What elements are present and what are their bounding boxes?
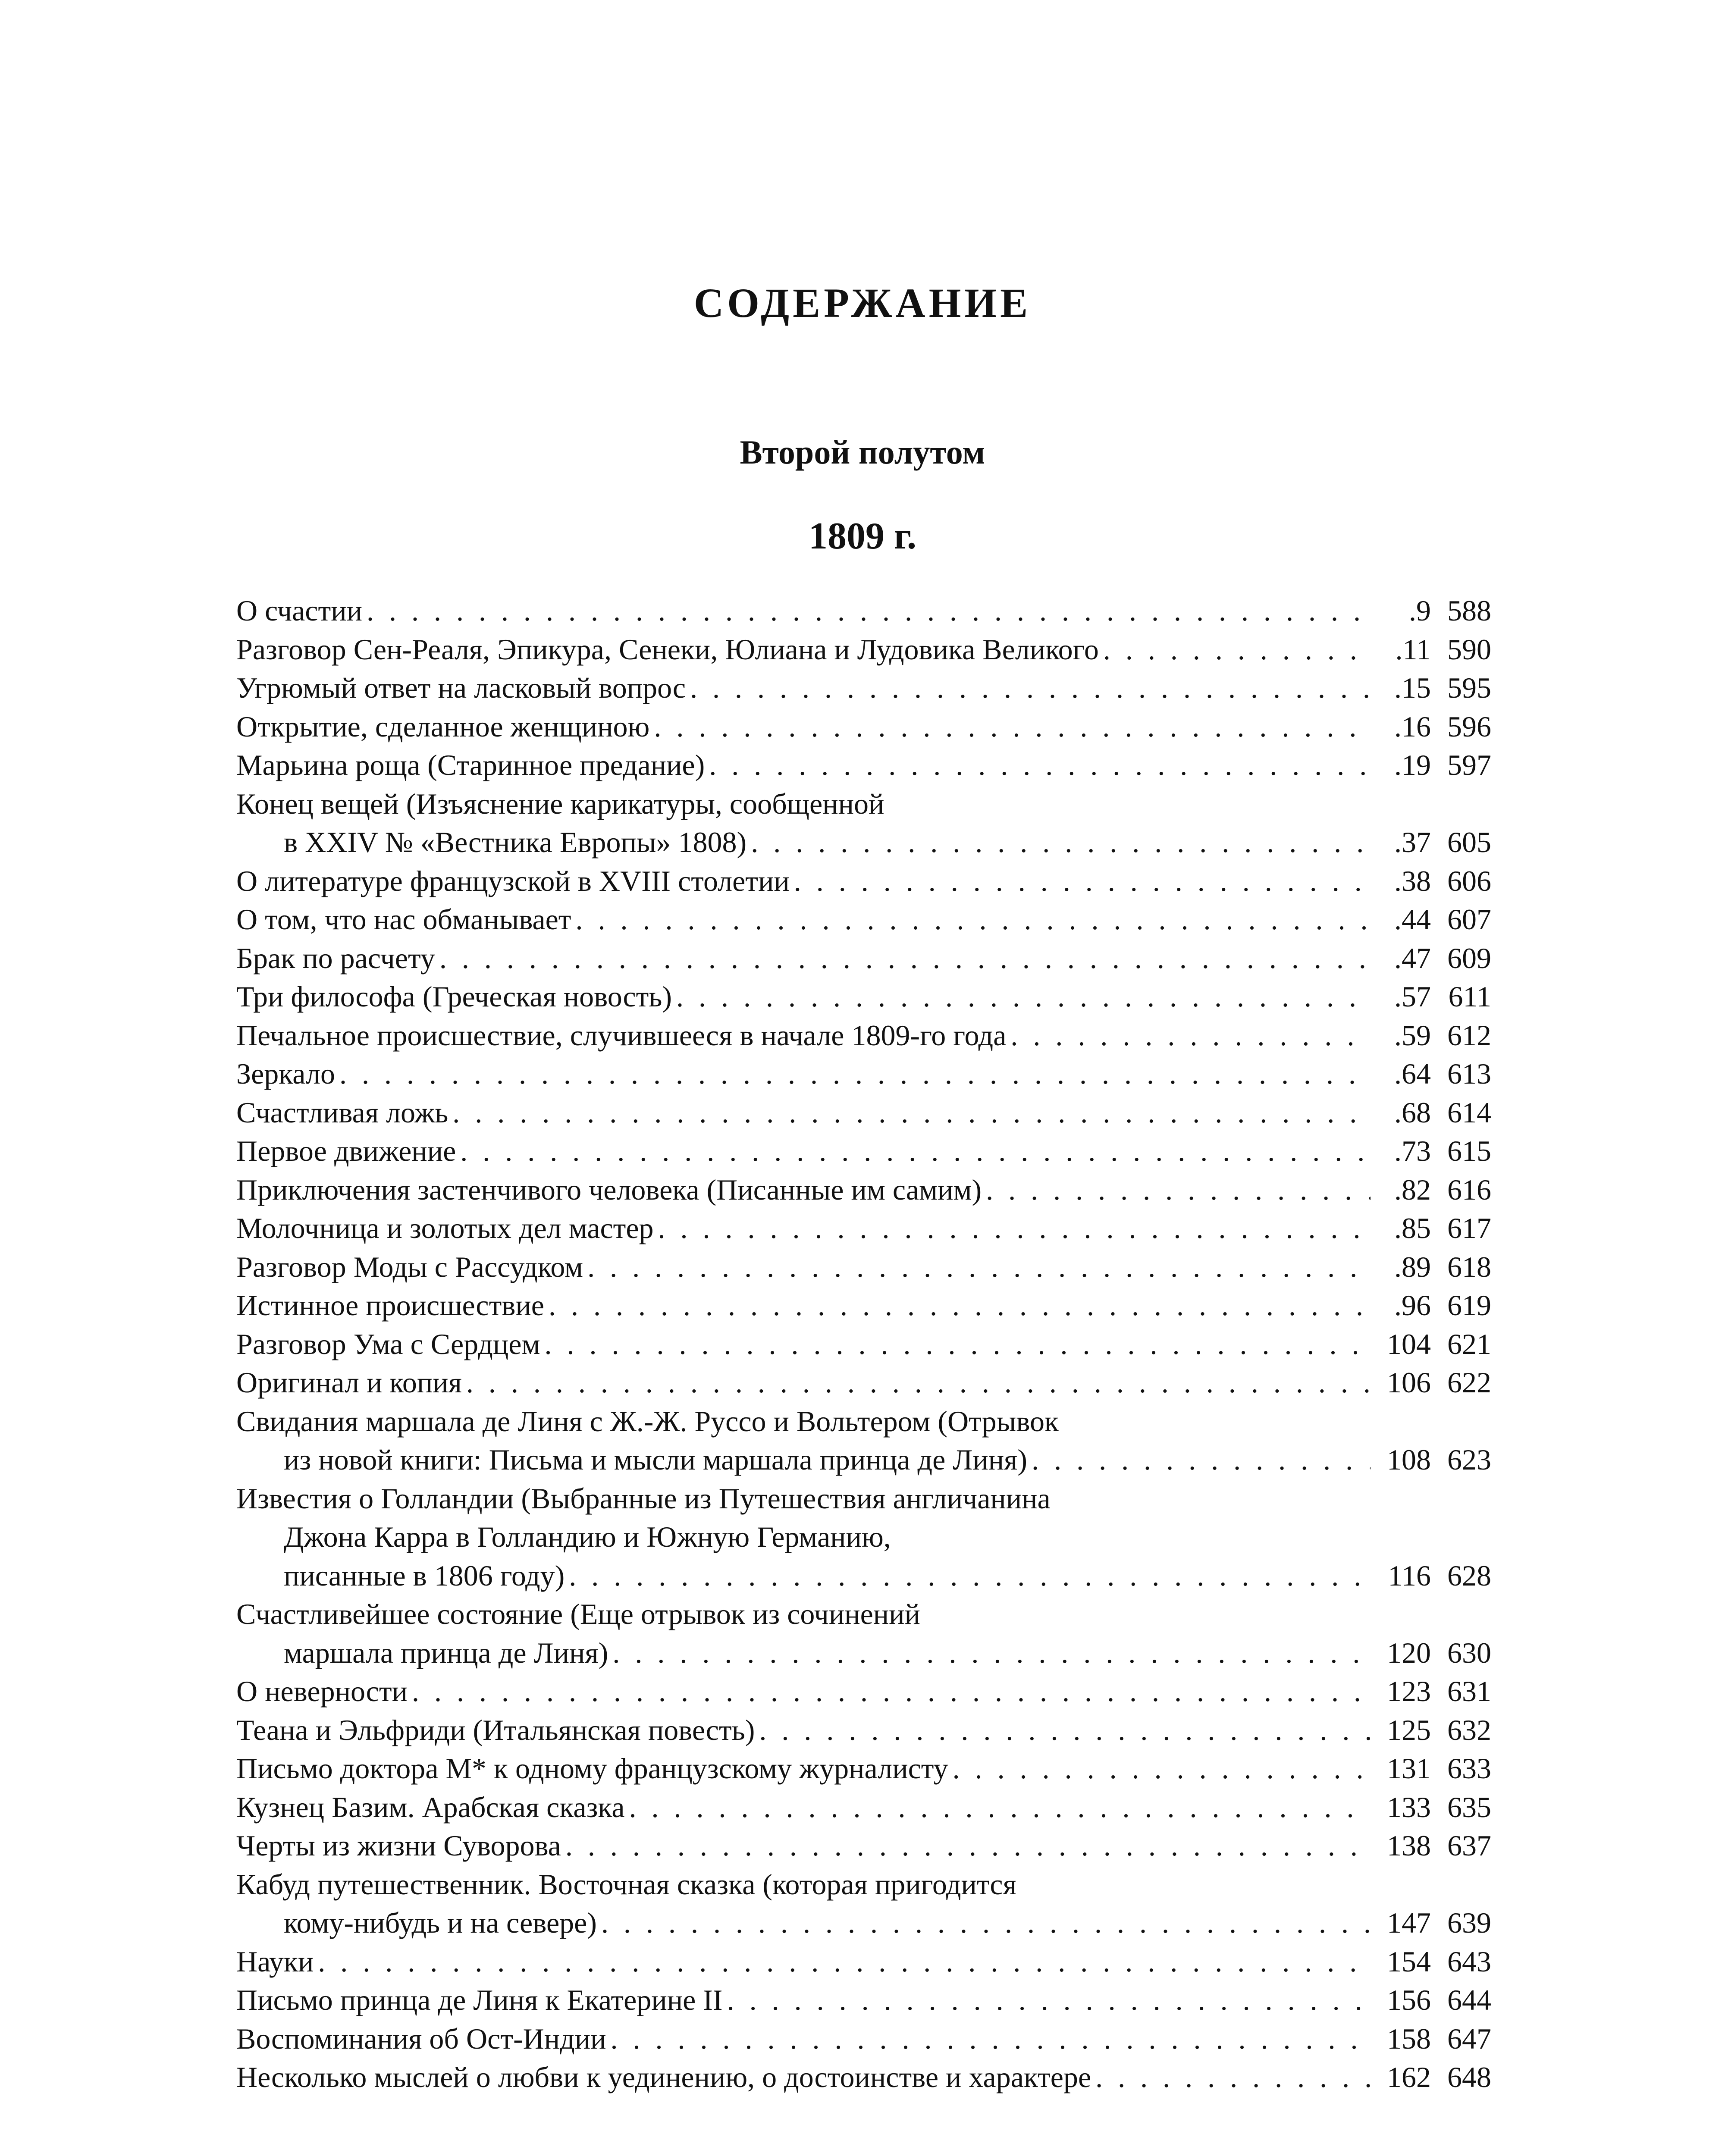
page-number: 123 (1387, 1675, 1431, 1708)
toc-entry-title: Первое движение (236, 1134, 456, 1167)
dot-leader (412, 1672, 1371, 1711)
dot-leader (709, 746, 1371, 785)
page-number: .16 (1394, 710, 1431, 743)
toc-entry-line (236, 708, 1491, 746)
dot-leader (565, 1827, 1371, 1865)
dot-leader (1010, 1016, 1371, 1055)
toc-entry (236, 1094, 1491, 1132)
toc-entry (236, 1711, 1491, 1750)
commentary-page-number: 596 (1447, 710, 1491, 743)
toc-entry (236, 592, 1491, 630)
dot-leader (339, 1055, 1371, 1094)
toc-entry-title: Печальное происшествие, случившееся в начале 1809-го года (236, 1018, 1007, 1052)
toc-entry-line (236, 1363, 1491, 1402)
commentary-page-number: 607 (1447, 903, 1491, 936)
toc-entry (236, 1209, 1491, 1248)
page-number: .44 (1394, 903, 1431, 936)
toc-entry (236, 669, 1491, 708)
toc-entry-title: писанные в 1806 году) (284, 1559, 565, 1592)
dot-leader (986, 1171, 1371, 1210)
toc-entry (236, 1402, 1491, 1479)
toc-entry-line (236, 669, 1491, 708)
toc-entry-title: из новой книги: Письма и мысли маршала принца де Линя) (284, 1443, 1028, 1476)
commentary-page-number: 637 (1447, 1829, 1491, 1862)
page-number: .96 (1394, 1289, 1431, 1322)
dot-leader (611, 2020, 1371, 2059)
commentary-page-number: 612 (1447, 1018, 1491, 1052)
commentary-page-number: 647 (1447, 2022, 1491, 2055)
dot-leader (953, 1749, 1371, 1788)
dot-leader (452, 1094, 1371, 1132)
commentary-page-number: 597 (1447, 749, 1491, 781)
toc-entry (236, 785, 1491, 862)
toc-entry-title: кому-нибудь и на севере) (284, 1906, 597, 1939)
toc-entry (236, 1865, 1491, 1943)
table-of-contents (236, 592, 1491, 2097)
page-number: .15 (1394, 671, 1431, 704)
page-number: .82 (1394, 1173, 1431, 1206)
toc-entry-title: Открытие, сделанное женщиною (236, 710, 650, 743)
toc-entry-continuation (236, 1441, 1491, 1479)
page-number: .68 (1394, 1096, 1431, 1129)
commentary-page-number: 613 (1447, 1057, 1491, 1090)
toc-entry (236, 1788, 1491, 1827)
toc-entry-title: Джона Карра в Голландию и Южную Германию, (284, 1520, 891, 1553)
toc-entry-title: Воспоминания об Ост-Индии (236, 2022, 606, 2055)
page-number: 147 (1387, 1906, 1431, 1939)
page-title: СОДЕРЖАНИЕ (693, 280, 1032, 326)
page-number: .37 (1394, 826, 1431, 859)
toc-entry (236, 1595, 1491, 1672)
toc-entry-title: Конец вещей (Изъяснение карикатуры, сообщенной (236, 787, 884, 820)
toc-entry-title: О счастии (236, 594, 362, 627)
dot-leader (439, 939, 1371, 978)
toc-entry-line (236, 1711, 1491, 1750)
toc-entry-title: О литературе французской в XVIII столетии (236, 864, 790, 897)
toc-entry (236, 1171, 1491, 1210)
commentary-page-number: 617 (1447, 1212, 1491, 1244)
toc-entry-line (236, 1981, 1491, 2020)
toc-entry-line (236, 1865, 1491, 1904)
commentary-page-number: 639 (1447, 1906, 1491, 1939)
dot-leader (460, 1132, 1371, 1171)
page-number: .19 (1394, 749, 1431, 781)
toc-entry-continuation (236, 1518, 1491, 1557)
toc-entry (236, 1325, 1491, 1364)
toc-entry (236, 1248, 1491, 1287)
page-number: .64 (1394, 1057, 1431, 1090)
toc-entry-line (236, 2058, 1491, 2097)
toc-entry-line (236, 862, 1491, 901)
toc-entry (236, 630, 1491, 669)
toc-entry (236, 1981, 1491, 2020)
toc-entry (236, 1363, 1491, 1402)
dot-leader (576, 900, 1371, 939)
toc-entry (236, 1055, 1491, 1094)
toc-entry-line (236, 592, 1491, 630)
toc-entry (236, 1479, 1491, 1595)
toc-entry-line (236, 1749, 1491, 1788)
page-number: .38 (1394, 864, 1431, 897)
toc-entry (236, 1016, 1491, 1055)
page-number: 156 (1387, 1984, 1431, 2016)
section-year: 1809 г. (808, 515, 917, 557)
commentary-page-number: 632 (1447, 1713, 1491, 1746)
page-number: 131 (1387, 1752, 1431, 1785)
toc-entry-title: Счастливая ложь (236, 1096, 448, 1129)
toc-entry-title: Кузнец Базим. Арабская сказка (236, 1790, 625, 1824)
commentary-page-number: 643 (1447, 1945, 1491, 1978)
commentary-page-number: 631 (1447, 1675, 1491, 1708)
commentary-page-number: 644 (1447, 1984, 1491, 2016)
toc-entry-title: Зеркало (236, 1057, 335, 1090)
page-number: .59 (1394, 1018, 1431, 1052)
dot-leader (549, 1286, 1371, 1325)
commentary-page-number: 621 (1447, 1327, 1491, 1360)
dot-leader (544, 1325, 1371, 1364)
page-number: 125 (1387, 1713, 1431, 1746)
toc-entry-line (236, 978, 1491, 1016)
toc-entry-title: Счастливейшее состояние (Еще отрывок из сочинений (236, 1598, 920, 1630)
toc-entry-line (236, 746, 1491, 785)
dot-leader (318, 1943, 1371, 1981)
commentary-page-number: 628 (1447, 1559, 1491, 1592)
page-number: 138 (1387, 1829, 1431, 1862)
toc-entry (236, 862, 1491, 901)
commentary-page-number: 595 (1447, 671, 1491, 704)
commentary-page-number: 606 (1447, 864, 1491, 897)
section-subtitle: Второй полутом (740, 433, 985, 471)
toc-entry-line (236, 1286, 1491, 1325)
dot-leader (601, 1904, 1371, 1943)
page-number: 133 (1387, 1790, 1431, 1824)
toc-entry-title: Марьина роща (Старинное предание) (236, 749, 705, 781)
page-number: 108 (1387, 1443, 1431, 1476)
page-number: 106 (1387, 1366, 1431, 1399)
commentary-page-number: 588 (1447, 594, 1491, 627)
toc-entry-title: Письмо принца де Линя к Екатерине II (236, 1984, 723, 2016)
page-number: .89 (1394, 1250, 1431, 1283)
dot-leader (466, 1363, 1371, 1402)
toc-entry-line (236, 1055, 1491, 1094)
toc-entry-title: Разговор Моды с Рассудком (236, 1250, 583, 1283)
toc-entry-title: Письмо доктора М* к одному французскому журналисту (236, 1752, 948, 1785)
toc-entry-line (236, 900, 1491, 939)
toc-entry-line (236, 1248, 1491, 1287)
toc-entry-line (236, 630, 1491, 669)
toc-entry-line (236, 1827, 1491, 1865)
toc-entry (236, 1749, 1491, 1788)
toc-entry-title: Теана и Эльфриди (Итальянская повесть) (236, 1713, 755, 1746)
toc-entry-line (236, 2020, 1491, 2059)
toc-entry-continuation (236, 823, 1491, 862)
toc-entry-line (236, 1016, 1491, 1055)
page-number: .73 (1394, 1134, 1431, 1167)
page-number: 120 (1387, 1636, 1431, 1669)
toc-entry-line (236, 1672, 1491, 1711)
dot-leader (569, 1557, 1371, 1595)
toc-entry-continuation (236, 1904, 1491, 1943)
dot-leader (612, 1634, 1371, 1673)
toc-entry-continuation (236, 1634, 1491, 1673)
toc-entry-title: Три философа (Греческая новость) (236, 980, 672, 1013)
dot-leader (658, 1209, 1371, 1248)
commentary-page-number: 622 (1447, 1366, 1491, 1399)
toc-entry-line (236, 1209, 1491, 1248)
toc-entry-title: Науки (236, 1945, 314, 1978)
toc-entry-title: Разговор Ума с Сердцем (236, 1327, 540, 1360)
commentary-page-number: 609 (1447, 941, 1491, 975)
page-number: 158 (1387, 2022, 1431, 2055)
toc-entry-line (236, 1479, 1491, 1518)
commentary-page-number: 619 (1447, 1289, 1491, 1322)
toc-entry (236, 2020, 1491, 2059)
toc-entry-title: Известия о Голландии (Выбранные из Путешествия англичанина (236, 1482, 1051, 1515)
toc-entry-title: в XXIV № «Вестника Европы» 1808) (284, 826, 747, 859)
toc-entry-title: Несколько мыслей о любви к уединению, о достоинстве и характере (236, 2061, 1091, 2093)
commentary-page-number: 614 (1447, 1096, 1491, 1129)
toc-entry (236, 1672, 1491, 1711)
toc-entry-title: Разговор Сен-Реаля, Эпикура, Сенеки, Юлиана и Лудовика Великого (236, 633, 1099, 666)
dot-leader (794, 862, 1371, 901)
commentary-page-number: 635 (1447, 1790, 1491, 1824)
toc-entry-title: Приключения застенчивого человека (Писанные им самим) (236, 1173, 982, 1206)
toc-entry-title: Молочница и золотых дел мастер (236, 1212, 654, 1244)
page-number: .85 (1394, 1212, 1431, 1244)
commentary-page-number: 590 (1447, 633, 1491, 666)
toc-entry-title: Кабуд путешественник. Восточная сказка (которая пригодится (236, 1868, 1016, 1901)
toc-entry (236, 1286, 1491, 1325)
dot-leader (629, 1788, 1371, 1827)
toc-entry-line (236, 1325, 1491, 1364)
toc-entry-line (236, 1402, 1491, 1441)
toc-entry (236, 708, 1491, 746)
toc-entry-line (236, 1132, 1491, 1171)
commentary-page-number: 633 (1447, 1752, 1491, 1785)
page-number: .57 (1394, 980, 1431, 1013)
commentary-page-number: 605 (1447, 826, 1491, 859)
toc-entry-line (236, 785, 1491, 824)
dot-leader (727, 1981, 1371, 2020)
toc-entry (236, 1943, 1491, 1981)
page-number: 162 (1387, 2061, 1431, 2093)
toc-entry-line (236, 1094, 1491, 1132)
toc-entry (236, 900, 1491, 939)
toc-entry-title: Брак по расчету (236, 941, 435, 975)
toc-entry-line (236, 1943, 1491, 1981)
dot-leader (1095, 2058, 1371, 2097)
toc-entry (236, 746, 1491, 785)
toc-entry (236, 939, 1491, 978)
page-number: 116 (1388, 1559, 1431, 1592)
toc-entry-title: Угрюмый ответ на ласковый вопрос (236, 671, 686, 704)
page-number: .47 (1394, 941, 1431, 975)
toc-entry-title: Истинное происшествие (236, 1289, 544, 1322)
page-number: .11 (1395, 633, 1431, 666)
toc-entry (236, 978, 1491, 1016)
toc-entry-line (236, 1788, 1491, 1827)
dot-leader (587, 1248, 1371, 1287)
dot-leader (759, 1711, 1371, 1750)
commentary-page-number: 611 (1448, 980, 1491, 1013)
dot-leader (690, 669, 1371, 708)
toc-entry-title: О неверности (236, 1675, 408, 1708)
toc-entry-title: Свидания маршала де Линя с Ж.-Ж. Руссо и Вольтером (Отрывок (236, 1404, 1059, 1438)
toc-entry-title: Оригинал и копия (236, 1366, 462, 1399)
commentary-page-number: 616 (1447, 1173, 1491, 1206)
dot-leader (1032, 1441, 1371, 1479)
toc-entry (236, 1132, 1491, 1171)
toc-entry-continuation (236, 1557, 1491, 1595)
toc-entry-title: О том, что нас обманывает (236, 903, 571, 936)
dot-leader (751, 823, 1371, 862)
toc-entry-title: маршала принца де Линя) (284, 1636, 608, 1669)
commentary-page-number: 648 (1447, 2061, 1491, 2093)
dot-leader (1103, 630, 1371, 669)
page-number: 104 (1387, 1327, 1431, 1360)
page-number: .9 (1409, 594, 1431, 627)
commentary-page-number: 615 (1447, 1134, 1491, 1167)
toc-entry (236, 1827, 1491, 1865)
commentary-page-number: 618 (1447, 1250, 1491, 1283)
toc-entry-title: Черты из жизни Суворова (236, 1829, 561, 1862)
dot-leader (367, 592, 1371, 630)
page-number: 154 (1387, 1945, 1431, 1978)
toc-entry-line (236, 1595, 1491, 1634)
toc-entry-line (236, 939, 1491, 978)
dot-leader (676, 978, 1371, 1016)
commentary-page-number: 630 (1447, 1636, 1491, 1669)
dot-leader (654, 708, 1371, 746)
commentary-page-number: 623 (1447, 1443, 1491, 1476)
toc-entry (236, 2058, 1491, 2097)
toc-entry-line (236, 1171, 1491, 1210)
